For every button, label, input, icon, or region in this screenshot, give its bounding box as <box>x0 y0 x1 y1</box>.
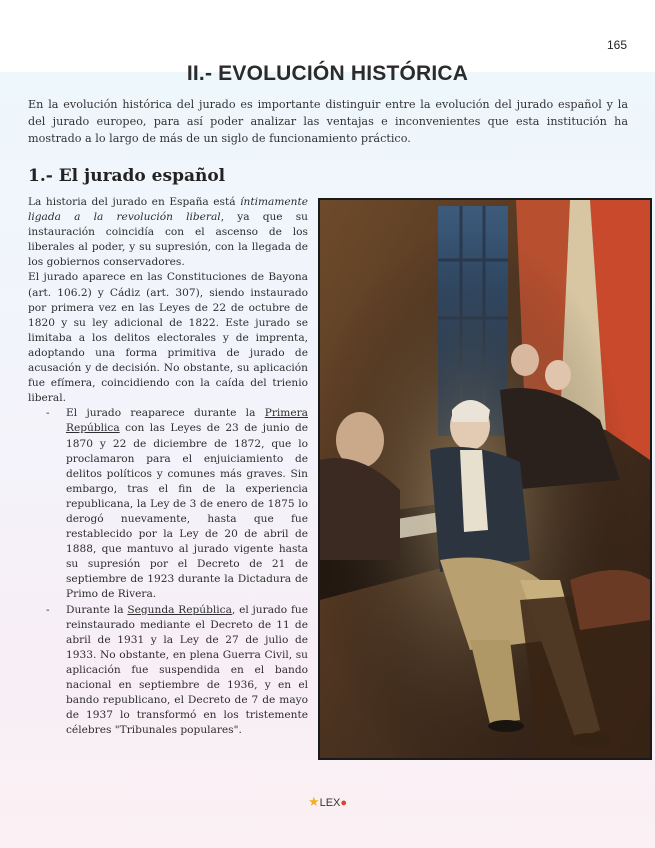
list-item: - Durante la Segunda República, el jurado fue reinstaurado mediante el Decreto de 11 de abril de 1931 y la Ley de 27 de julio de 1933. No obstante, en plena Guerra Civil, su aplicación fue suspendida en el bando nacional en septiembre de 1936, y en el bando republicano, el Decreto de 7 de mayo de 1937 lo transformó en los tristemente célebres "Tribunales populares". <box>46 603 308 739</box>
star-icon: ★ <box>307 794 320 809</box>
historical-painting <box>318 198 652 760</box>
logo-text: LEX <box>319 797 341 809</box>
emphasis-text: íntimamente ligada a la revolución liberal <box>28 196 308 224</box>
drop-icon: ● <box>340 797 348 809</box>
list-item: - El jurado reaparece durante la Primera República con las Leyes de 23 de junio de 1870 y 22 de diciembre de 1872, que lo proclamaron para el enjuiciamiento de delitos políticos y comunes más graves. Sin embargo, tras el fin de la experiencia republicana, la Ley de 3 de enero de 1875 lo derogó nuevamente, hasta que fue restablecido por la Ley de 20 de abril de 1888, que mantuvo al jurado vigente hasta su supresión por el Decreto de 21 de septiembre de 1923 durante la Dictadura de Primo de Rivera. <box>46 406 308 602</box>
paragraph-constitutions: El jurado aparece en las Constituciones de Bayona (art. 106.2) y Cádiz (art. 307), siendo instaurado por primera vez en las Leyes de 22 de octubre de 1820 y su ley adicional de 1822. Este jurado se limitaba a los delitos electorales y de imprenta, adoptando una forma primitiva de jurado de acusación y de decisión. No obstante, su aplicación fue efímera, coincidiendo con la caída del trienio liberal. <box>28 271 308 405</box>
page-title: II.- EVOLUCIÓN HISTÓRICA <box>186 62 469 85</box>
page-number: 165 <box>606 38 627 52</box>
footer-logo <box>0 794 655 810</box>
paragraph-history: La historia del jurado en España está íntimamente ligada a la revolución liberal, ya que su instauración coincidía con el ascenso de los liberales al poder, y su supresión, con la llegada de los gobiernos conservadores. <box>28 196 308 269</box>
painting-image <box>320 200 650 758</box>
segunda-republica-link[interactable]: Segunda República <box>127 603 232 616</box>
bullet-list <box>46 406 308 738</box>
section-heading: 1.- El jurado español <box>28 166 226 186</box>
intro-paragraph: En la evolución histórica del jurado es importante distinguir entre la evolución del jurado español y la del jurado europeo, para así poder analizar las ventajas e inconvenientes que esta institución ha mostrado a lo largo de más de un siglo de funcionamiento práctico. <box>28 98 628 145</box>
primera-republica-link[interactable]: Primera República <box>66 407 308 435</box>
body-text <box>28 195 308 738</box>
